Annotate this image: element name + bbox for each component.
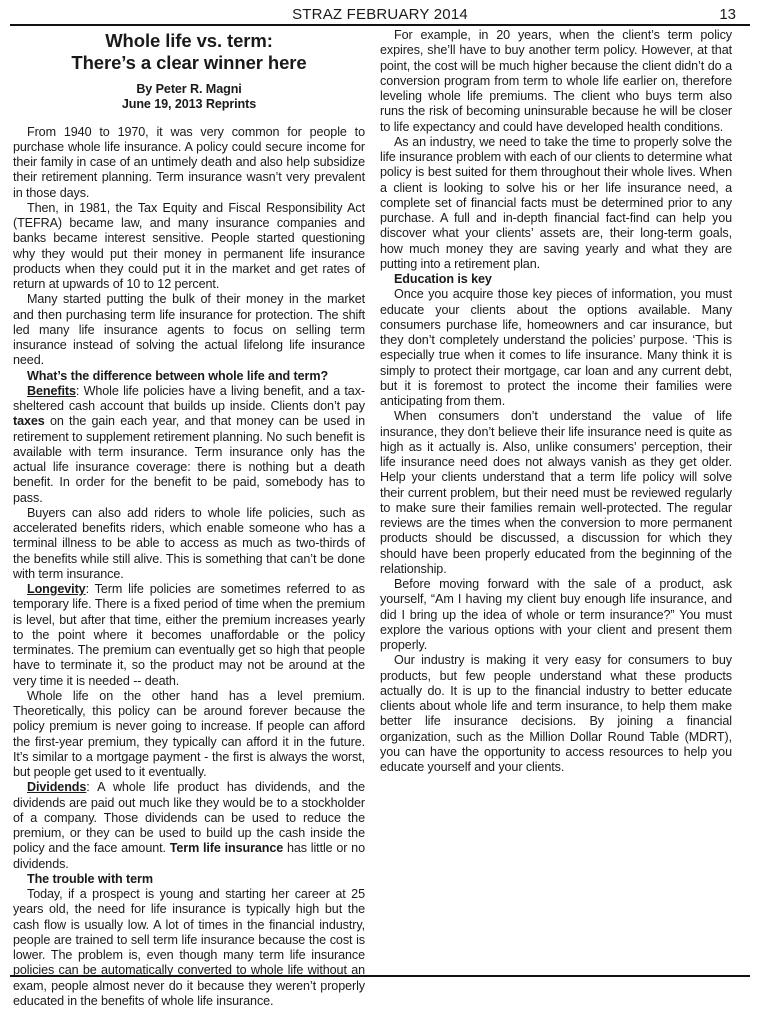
publication-title: STRAZ FEBRUARY 2014	[292, 6, 468, 23]
paragraph-dividends	[13, 780, 365, 872]
page-header	[0, 6, 760, 26]
footer-rule	[10, 975, 750, 977]
page-number: 13	[719, 6, 736, 23]
longevity-label: Longevity	[27, 582, 86, 596]
paragraph: Today, if a prospect is young and starting her career at 25 years old, the need for life insurance is typically high but the cash flow is usually low. A lot of times in the financial industry, people are trained to sell term life insurance because the cost is lower. The problem is, even though many term life insurance policies can be automatically converted to whole life without an exam, people almost never do it because they weren’t properly educated in the benefits of whole life insurance.	[13, 887, 365, 1008]
paragraph: Once you acquire those key pieces of information, you must educate your clients about the options available. Many consumers purchase life, homeowners and car insurance, but they don’t completely understand the policies’ purpose. ‘This is especially true when it comes to life insurance. Many think it is simply to protect their mortgage, car loan and any current debt, but it is foremost to protect the income their families were anticipating from them.	[380, 287, 732, 408]
text-run: on the gain each year, and that money can be used in retirement to supplement retirement planning. No such benefit is available with term insurance. Term insurance only has the actual life insurance coverage: there is nothing but a death benefit. In order for the benefit to be paid, somebody has to pass.	[13, 414, 365, 505]
text-run: has little or no dividends.	[13, 841, 365, 871]
paragraph: As an industry, we need to take the time to properly solve the life insurance problem with each of our clients to determine what policy is best suited for them throughout their whole lives. When a client is looking to solve his or her life insurance need, a complete set of financial facts must be determined prior to any purchase. A full and in-depth financial fact-find can help you discover what your clients’ assets are, their long-term goals, how much money they are saving yearly and what they are putting into a retirement plan.	[380, 134, 732, 271]
dividends-label: Dividends	[27, 780, 87, 795]
subheading-difference: What’s the difference between whole life and term?	[27, 368, 329, 383]
paragraph-benefits	[13, 384, 365, 506]
article-headline	[13, 30, 365, 74]
headline-line-2: There’s a clear winner here	[71, 52, 307, 73]
paragraph: Many started putting the bulk of their money in the market and then purchasing term life insurance for protection. The shift led many life insurance agents to focus on selling term insurance instead of solving the actual lifelong life insurance need.	[13, 292, 365, 368]
paragraph: Then, in 1981, the Tax Equity and Fiscal Responsibility Act (TEFRA) became law, and many insurance companies and banks became interest sensitive. People started questioning why they would put their money in permanent life insurance products when they could put it in the market and get rates of return at upwards of 10 to 12 percent.	[13, 200, 365, 291]
paragraph: From 1940 to 1970, it was very common for people to purchase whole life insurance. A policy could secure income for their family in case of an untimely death and also help subsidize their retirement planning. Term insurance wasn’t very prevalent in those days.	[13, 124, 365, 200]
text-run: : A whole life product has dividends, and the dividends are paid out much like they would be to a stockholder of a company. Those dividends can be used to reduce the premium, or they can be used to build up the cash inside the policy and the face amount.	[13, 780, 365, 856]
header-rule	[10, 24, 750, 26]
paragraph: Before moving forward with the sale of a product, ask yourself, “Am I having my client buy enough life insurance, and did I bring up the idea of whole or term insurance?” You must explore the various options with your client and present them properly.	[380, 577, 732, 652]
paragraph: Whole life on the other hand has a level premium. Theoretically, this policy can be around forever because the policy premium is never going to increase. If people can afford the first-year premium, they typically can afford it in the future. It’s similar to a mortgage payment - the first is always the worst, but people get used to it eventually.	[13, 688, 365, 779]
benefits-label: Benefits	[27, 383, 76, 398]
headline-line-1: Whole life vs. term:	[105, 30, 273, 51]
paragraph: Our industry is making it very easy for consumers to buy products, but few people understand what these products actually do. It is up to the financial industry to better educate clients about whole life and term insurance, to help them make better life insurance decisions. By joining a financial organization, such as the Million Dollar Round Table (MDRT), you can have the opportunity to access resources to help you educate yourself and your clients.	[380, 653, 732, 774]
text-run: : Term life policies are sometimes referred to as temporary life. There is a fixed period of time when the premium is level, but after that time, either the premium increases yearly to the point where it becomes unaffordable or the policy terminates. The premium can eventually get so high that people have to terminate it, so the product may not be around at the very time it is needed -- death.	[13, 582, 365, 688]
paragraph: Buyers can also add riders to whole life policies, such as accelerated benefits riders, which enable someone who has a terminal illness to be able to access as much as two-thirds of the benefits while still alive. This is something that can’t be done with term insurance.	[13, 505, 365, 581]
paragraph: For example, in 20 years, when the client’s term policy expires, she’ll have to buy another term policy. However, at that point, the cost will be much higher because the client didn’t do a conversion program from term to whole life earlier on, therefore leveling whole life premiums. The client who buys term also runs the risk of becoming uninsurable because he will be closer to life expectancy and could have developed health conditions.	[380, 28, 732, 134]
paragraph-longevity	[13, 582, 365, 689]
right-column	[380, 28, 732, 775]
bold-term: taxes	[13, 414, 45, 429]
text-run: : Whole life policies have a living benefit, and a tax-sheltered cash account that builds up inside. Clients don’t pay	[13, 383, 365, 413]
subheading-education: Education is key	[394, 272, 492, 286]
byline-author: By Peter R. Magni	[136, 82, 242, 96]
subheading-trouble: The trouble with term	[27, 871, 153, 886]
paragraph: When consumers don’t understand the value of life insurance, they don’t believe their life insurance need is quite as high as it actually is. Also, unlike consumers’ perception, their life insurance need does not always vanish as they get older. Help your clients understand that a term life policy will solve their current problem, but their need must be reviewed regularly to make sure their families remain well-protected. The regular reviews are the times when the conversion to more permanent products should be discussed, a discussion for which they should have been properly educated from the beginning of the relationship.	[380, 409, 732, 576]
bold-term: Term life insurance	[169, 841, 284, 856]
byline	[13, 82, 365, 113]
left-column	[13, 28, 365, 1009]
byline-date: June 19, 2013 Reprints	[121, 97, 257, 112]
